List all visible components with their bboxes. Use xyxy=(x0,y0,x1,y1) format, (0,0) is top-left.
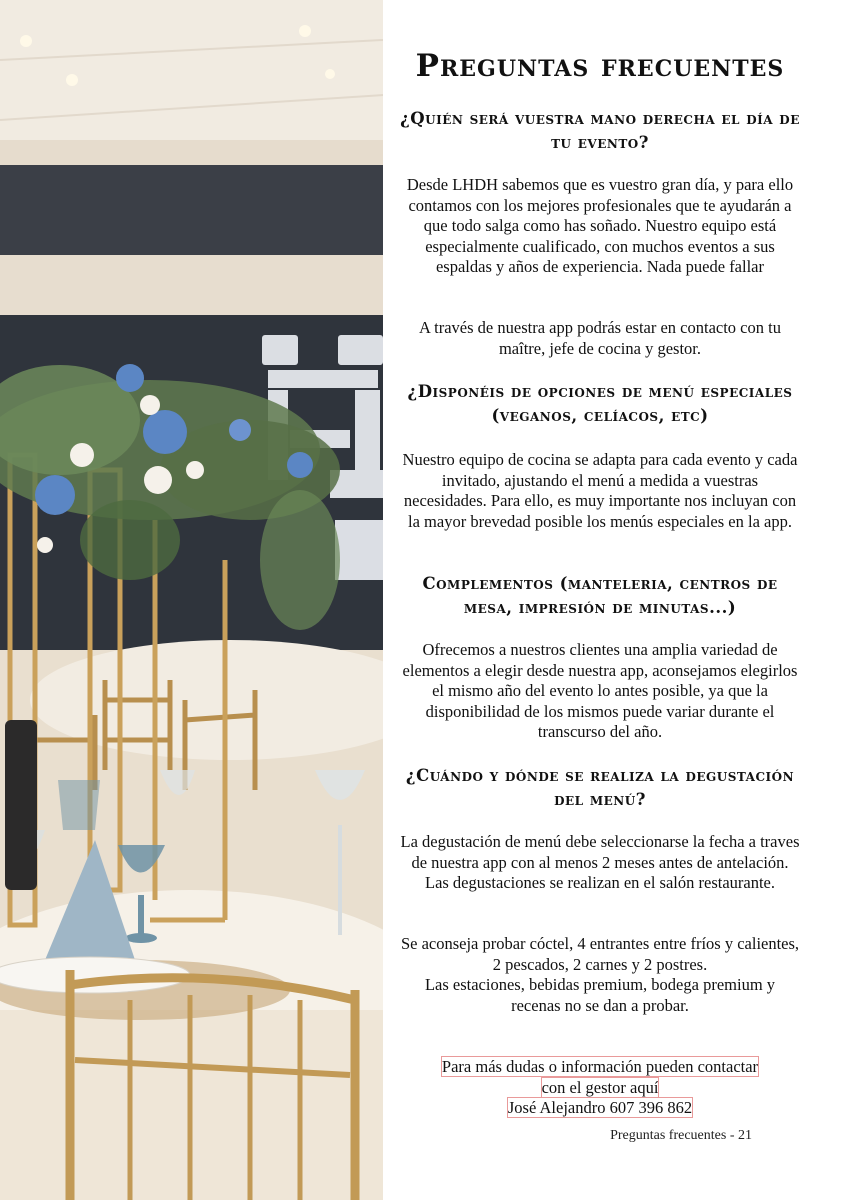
faq-question: ¿Quién será vuestra mano derecha el día de tu evento? xyxy=(400,109,800,152)
faq-answer: Nuestro equipo de cocina se adapta para cada evento y cada invitado, ajustando el menú a medida a vuestras necesidades. Para ello, es muy importante nos incluyan con la mayor brevedad posible los menús especiales en la app. xyxy=(402,450,798,531)
faq-answer: Desde LHDH sabemos que es vuestro gran día, y para ello contamos con los mejores profesionales que te ayudarán a que todo salga como has soñado. Nuestro equipo está especialmente cualificado, con muchos eventos a sus espaldas y años de experiencia. Nada puede fallar xyxy=(406,175,794,276)
faq-column xyxy=(400,0,800,1200)
contact-link-line1[interactable]: Para más dudas o información pueden contactar xyxy=(441,1057,759,1076)
faq-answer: A través de nuestra app podrás estar en contacto con tu maître, jefe de cocina y gestor. xyxy=(419,318,781,358)
event-photo-illustration xyxy=(0,0,383,1200)
wine-bottle xyxy=(5,720,37,890)
page-footer: Preguntas frecuentes - 21 xyxy=(610,1128,752,1143)
faq-answer: La degustación de menú debe seleccionarse la fecha a traves de nuestra app con al menos 2 meses antes de antelación. Las degustaciones se realizan en el salón restaurante. xyxy=(400,832,800,892)
page-title: Preguntas frecuentes xyxy=(415,48,785,84)
faq-question: ¿Disponéis de opciones de menú especiales (veganos, celíacos, etc) xyxy=(407,382,793,425)
contact-phone-link[interactable]: José Alejandro 607 396 862 xyxy=(507,1098,693,1117)
faq-answer: Ofrecemos a nuestros clientes una amplia variedad de elementos a elegir desde nuestra app, aconsejamos elegirlos el mismo año del evento lo antes posible, ya que la disponibilidad de los mismos puede variar durante el transcurso del año. xyxy=(402,640,798,741)
faq-answer: Se aconseja probar cóctel, 4 entrantes entre fríos y calientes, 2 pescados, 2 carnes y 2 postres. xyxy=(400,934,800,974)
contact-block xyxy=(400,1057,800,1119)
event-photo xyxy=(0,0,383,1200)
contact-link-line2[interactable]: con el gestor aquí xyxy=(541,1077,659,1097)
faq-question: Complementos (manteleria, centros de mesa, impresión de minutas...) xyxy=(422,574,778,617)
faq-question: ¿Cuándo y dónde se realiza la degustación del menú? xyxy=(405,766,795,809)
faq-answer: Las estaciones, bebidas premium, bodega premium y recenas no se dan a probar. xyxy=(424,975,776,1015)
